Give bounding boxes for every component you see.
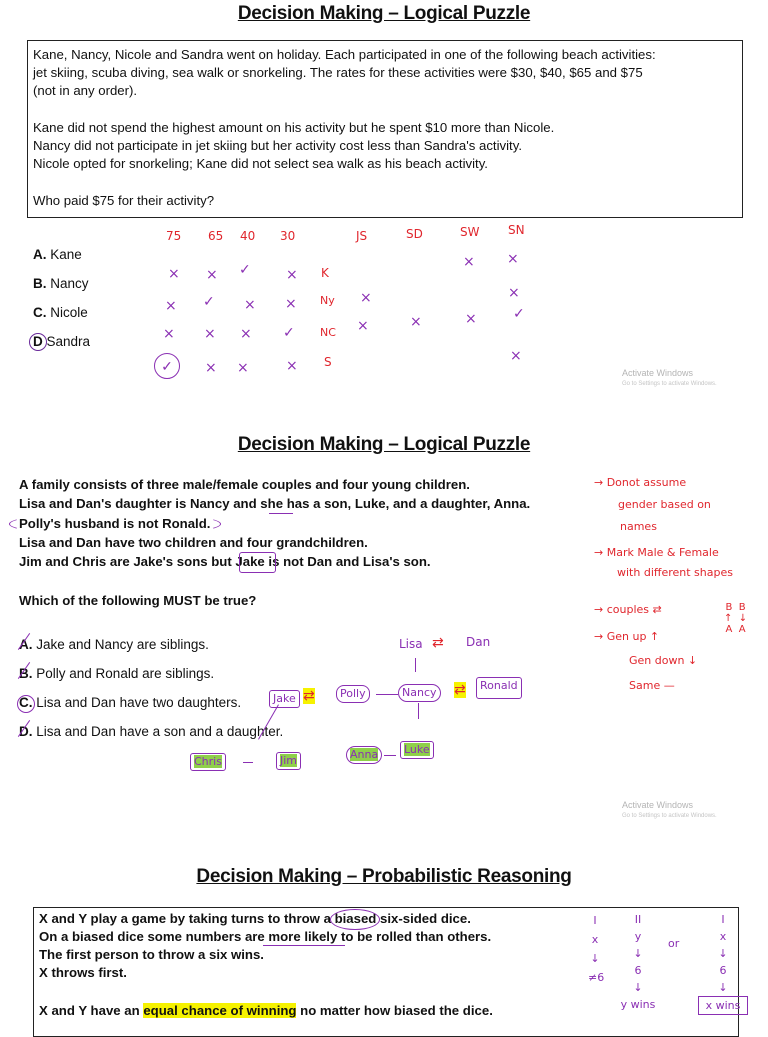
- note-line-5: with different shapes: [617, 566, 733, 579]
- answer-check-circle: ✓: [154, 353, 180, 379]
- puzzle2-line-5: Jim and Chris are Jake's sons but Jake is not Dan and Lisa's son.: [19, 554, 431, 569]
- tree-anna: Anna: [346, 746, 382, 764]
- watermark-title: Activate Windows: [622, 368, 694, 378]
- grid-header-75: 75: [166, 229, 182, 243]
- cross-mark: ×: [286, 358, 298, 374]
- option-c[interactable]: C. Nicole: [33, 305, 88, 320]
- puzzle1-line-6: Nicole opted for snorkeling; Kane did not select sea walk as his beach activity.: [33, 156, 488, 171]
- puzzle1-line-2: jet skiing, scuba diving, sea walk or snorkeling. The rates for these activities were $30, $40, $65 and $75: [33, 65, 643, 80]
- option-a[interactable]: A. Kane: [33, 247, 82, 262]
- check-mark: ✓: [203, 294, 215, 310]
- grid-header-65: 65: [208, 229, 224, 243]
- note-line-1: → Donot assume: [594, 476, 687, 489]
- tree-nancy: Nancy: [398, 684, 441, 702]
- polly-bracket: [9, 512, 221, 536]
- cross-mark: ×: [286, 267, 298, 283]
- note-line-6: → couples ⇄: [594, 603, 662, 616]
- option-c-circle: [17, 695, 35, 713]
- couple-arrow-icon: ⇄: [303, 688, 315, 704]
- cross-mark: ×: [165, 298, 177, 314]
- puzzle3-line-3: The first person to throw a six wins.: [39, 947, 264, 962]
- tree-line: [418, 703, 419, 719]
- grid-header-sd: SD: [406, 227, 423, 241]
- cross-mark: ×: [463, 254, 475, 270]
- puzzle1-line-5: Nancy did not participate in jet skiing but her activity cost less than Sandra's activity.: [33, 138, 522, 153]
- tree-ronald: Ronald: [476, 677, 522, 699]
- puzzle1-line-1: Kane, Nancy, Nicole and Sandra went on holiday. Each participated in one of the following beach activities:: [33, 47, 656, 62]
- note-line-3: names: [620, 520, 657, 533]
- tree-lisa: Lisa: [399, 637, 423, 651]
- tree-polly: Polly: [336, 685, 370, 703]
- tree-jim: Jim: [276, 752, 301, 770]
- cross-mark: ×: [244, 297, 256, 313]
- grid-header-js: JS: [356, 229, 368, 243]
- section3-title: Decision Making – Probabilistic Reasoning: [196, 866, 572, 887]
- cross-mark: ×: [285, 296, 297, 312]
- cross-mark: ×: [237, 360, 249, 376]
- check-mark: ⨯: [507, 251, 519, 267]
- tree-line: [376, 694, 398, 695]
- cross-mark: ×: [360, 290, 372, 306]
- puzzle3-line-1: X and Y play a game by taking turns to throw a biased six-sided dice.: [39, 911, 471, 926]
- cross-mark: ×: [240, 326, 252, 342]
- section2-title: Decision Making – Logical Puzzle: [237, 434, 531, 455]
- note3-col3: I x ↓ 6 ↓ x wins: [698, 911, 748, 1015]
- cross-mark: ×: [465, 311, 477, 327]
- note-line-4: → Mark Male & Female: [594, 546, 719, 559]
- jake-circle: [239, 552, 276, 573]
- likely-underline: [263, 945, 345, 946]
- cross-mark: ×: [206, 267, 218, 283]
- puzzle2-question: Which of the following MUST be true?: [19, 593, 257, 608]
- row-initial-ny: Ny: [320, 294, 335, 307]
- cross-mark: ×: [205, 360, 217, 376]
- note-line-8: Gen down ↓: [629, 654, 698, 667]
- check-mark: ✓: [239, 262, 251, 278]
- option2-a[interactable]: A. Jake and Nancy are siblings.: [19, 637, 209, 652]
- note-gen-ba: B B ↑ ↓ A A: [724, 602, 748, 635]
- note-line-2: gender based on: [618, 498, 711, 511]
- tree-luke: Luke: [400, 741, 434, 759]
- puzzle2-line-3: Polly's husband is not Ronald.: [19, 516, 211, 531]
- puzzle1-line-4: Kane did not spend the highest amount on his activity but he spent $10 more than Nicole.: [33, 120, 555, 135]
- watermark-subtitle: Go to Settings to activate Windows.: [622, 381, 717, 387]
- option2-c[interactable]: C. Lisa and Dan have two daughters.: [19, 695, 242, 710]
- tree-dash: [243, 762, 253, 763]
- check-mark: ✓: [513, 306, 525, 322]
- note3-or: or: [668, 937, 680, 950]
- tree-dash: [384, 755, 396, 756]
- cross-mark: ×: [508, 285, 520, 301]
- watermark-title: Activate Windows: [622, 800, 694, 810]
- puzzle2-line-1: A family consists of three male/female couples and four young children.: [19, 477, 470, 492]
- cross-mark: ×: [204, 326, 216, 342]
- grid-header-40: 40: [240, 229, 256, 243]
- tree-chris: Chris: [190, 753, 226, 771]
- puzzle2-line-2: Lisa and Dan's daughter is Nancy and she has a son, Luke, and a daughter, Anna.: [19, 496, 531, 511]
- row-initial-s: S: [324, 355, 332, 369]
- row-initial-k: K: [321, 266, 329, 280]
- note-line-7: → Gen up ↑: [594, 630, 660, 643]
- option2-b[interactable]: B. Polly and Ronald are siblings.: [19, 666, 215, 681]
- grid-header-sn: SN: [508, 223, 525, 237]
- puzzle3-line-4: X throws first.: [39, 965, 127, 980]
- tree-jake: Jake: [269, 690, 300, 708]
- puzzle1-question: Who paid $75 for their activity?: [33, 193, 215, 208]
- option-d[interactable]: D Sandra: [33, 334, 91, 349]
- cross-mark: ×: [168, 266, 180, 282]
- cross-mark: ×: [357, 318, 369, 334]
- cross-mark: ×: [410, 314, 422, 330]
- grid-header-30: 30: [280, 229, 296, 243]
- note-line-9: Same —: [629, 679, 675, 692]
- option2-d[interactable]: D. Lisa and Dan have a son and a daughter.: [19, 724, 284, 739]
- watermark-subtitle: Go to Settings to activate Windows.: [622, 813, 717, 819]
- biased-circle: [330, 909, 380, 930]
- check-mark: ✓: [283, 325, 295, 341]
- section1-title: Decision Making – Logical Puzzle: [237, 3, 531, 24]
- tree-line: [415, 658, 416, 672]
- couple-arrow-icon: ⇄: [432, 635, 444, 651]
- puzzle3-line-2: On a biased dice some numbers are more likely to be rolled than others.: [39, 929, 492, 944]
- puzzle1-line-3: (not in any order).: [33, 83, 138, 98]
- couple-arrow-icon: ⇄: [454, 682, 466, 698]
- cross-mark: ×: [163, 326, 175, 342]
- cross-mark: ×: [510, 348, 522, 364]
- grid-header-sw: SW: [460, 225, 480, 239]
- puzzle2-line-4: Lisa and Dan have two children and four grandchildren.: [19, 535, 368, 550]
- option-d-circle: [29, 333, 47, 351]
- note3-col1: I x ↓ ≠6: [588, 914, 605, 984]
- she-underline: [269, 513, 293, 514]
- option-b[interactable]: B. Nancy: [33, 276, 89, 291]
- tree-dan: Dan: [466, 635, 491, 649]
- row-initial-nc: NC: [320, 326, 336, 339]
- puzzle3-line-5: X and Y have an equal chance of winning no matter how biased the dice.: [39, 1003, 493, 1018]
- note3-col2: II y ↓ 6 ↓ y wins: [620, 913, 656, 1011]
